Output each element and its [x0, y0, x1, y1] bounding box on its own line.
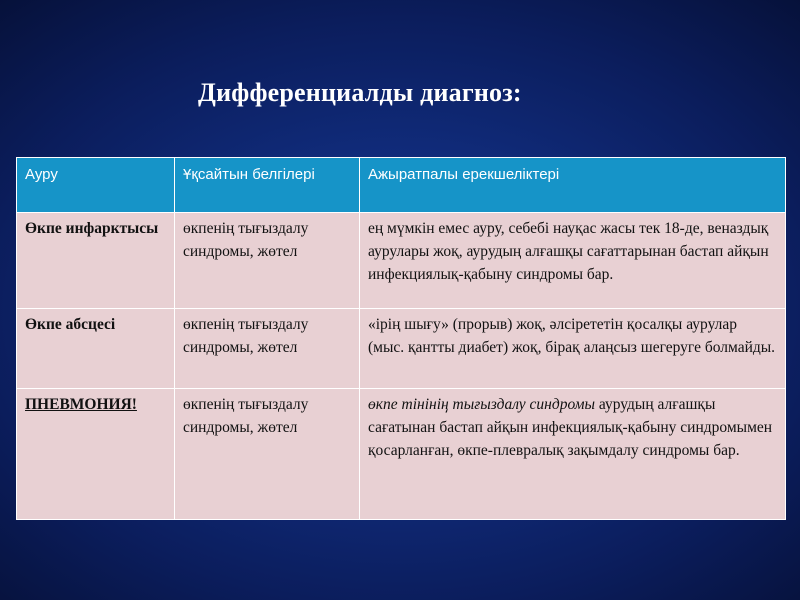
similar-signs-cell: өкпенің тығыздалу синдромы, жөтел: [175, 309, 360, 389]
table-row: [17, 389, 786, 520]
differential-diagnosis-table: [16, 157, 786, 520]
distinguishing-text: «ірің шығу» (прорыв) жоқ, әлсірететін қосалқы аурулар (мыс. қантты диабет) жоқ, бірақ алаңсыз шегеруге болмайды.: [368, 316, 776, 356]
distinguishing-features-cell: [360, 309, 786, 389]
header-disease: Ауру: [17, 158, 175, 213]
disease-cell: [17, 389, 175, 520]
header-distinguishing-features: Ажыратпалы ерекшеліктері: [360, 158, 786, 213]
disease-name: Өкпе абсцесі: [25, 316, 116, 333]
table-header-row: [17, 158, 786, 213]
distinguishing-text: ең мүмкін емес ауру, себебі науқас жасы тек 18-де, веназдық аурулары жоқ, аурудың алғашқы сағаттарынан бастап айқын инфекциялық-қабыну синдромы бар.: [368, 220, 769, 283]
table-row: [17, 213, 786, 309]
disease-name: ПНЕВМОНИЯ!: [25, 396, 137, 413]
distinguishing-italic-text: өкпе тінінің тығыздалу синдромы: [368, 396, 595, 413]
distinguishing-text: аурудың алғашқы сағатынан бастап айқын инфекциялық-қабыну синдромымен қосарланған, өкпе-плевралық зақымдалу синдромы бар.: [368, 396, 773, 459]
table-row: [17, 309, 786, 389]
header-similar-signs: Ұқсайтын белгілері: [175, 158, 360, 213]
disease-cell: [17, 309, 175, 389]
disease-cell: [17, 213, 175, 309]
distinguishing-features-cell: [360, 389, 786, 520]
similar-signs-cell: өкпенің тығыздалу синдромы, жөтел: [175, 389, 360, 520]
distinguishing-features-cell: [360, 213, 786, 309]
slide-title: Дифференциалды диагноз:: [198, 78, 522, 107]
disease-name: Өкпе инфарктысы: [25, 220, 159, 237]
similar-signs-cell: өкпенің тығыздалу синдромы, жөтел: [175, 213, 360, 309]
